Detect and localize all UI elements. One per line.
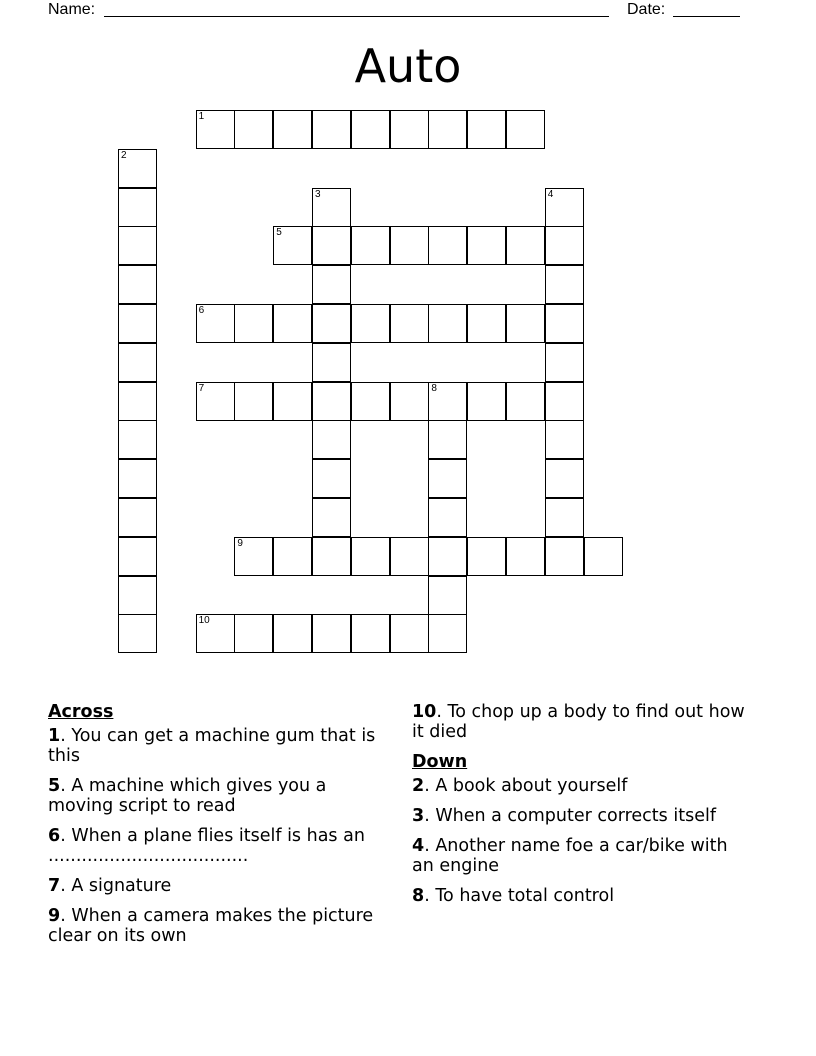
clue-number: 5 [48,776,61,796]
clues-left-column [48,702,383,956]
grid-cell[interactable] [351,537,390,576]
cell-number: 6 [198,305,205,316]
clue-number: 9 [48,906,61,926]
grid-cell[interactable] [390,304,429,343]
grid-cell[interactable] [196,304,235,343]
grid-cell[interactable] [234,110,273,149]
grid-cell[interactable] [428,614,467,653]
grid-cell[interactable] [312,614,351,653]
grid-cell[interactable] [118,265,157,304]
grid-cell[interactable] [273,382,312,421]
grid-cell[interactable] [312,498,351,537]
grid-cell[interactable] [351,382,390,421]
clue-text: A machine which gives you a moving script to read [48,776,327,816]
clue-text: A signature [71,876,172,896]
grid-cell[interactable] [118,537,157,576]
grid-cell[interactable] [273,110,312,149]
clue-number: 8 [412,886,425,906]
clue-number: 6 [48,826,61,846]
grid-cell[interactable] [506,226,545,265]
grid-cell[interactable] [545,226,584,265]
clue-number: 2 [412,776,425,796]
grid-cell[interactable] [545,304,584,343]
grid-cell[interactable] [428,537,467,576]
cell-number: 10 [198,615,210,627]
clue-text: A book about yourself [435,776,628,796]
cell-number: 2 [121,149,127,161]
grid-cell[interactable] [312,304,351,343]
down-clue: 3. When a computer corrects itself [412,806,716,826]
across-clue: 5. A machine which gives you a moving script to read [48,776,327,816]
grid-cell[interactable] [196,614,235,653]
cell-number: 7 [198,382,205,394]
grid-cell[interactable] [118,226,157,265]
grid-cell[interactable] [506,110,545,149]
grid-cell[interactable] [390,382,429,421]
grid-cell[interactable] [118,420,157,459]
clue-number: 4 [412,836,425,856]
grid-cell[interactable] [506,537,545,576]
grid-cell[interactable] [312,110,351,149]
grid-cell[interactable] [312,265,351,304]
cell-number: 8 [431,382,437,394]
grid-cell[interactable] [467,226,506,265]
grid-cell[interactable] [428,382,467,421]
grid-cell[interactable] [467,110,506,149]
across-clue: 6. When a plane flies itself is has an .................................... [48,826,365,866]
grid-cell[interactable] [118,343,157,382]
grid-cell[interactable] [428,459,467,498]
grid-cell[interactable] [428,304,467,343]
grid-cell[interactable] [428,576,467,615]
grid-cell[interactable] [545,420,584,459]
grid-cell[interactable] [545,343,584,382]
clue-text: When a camera makes the picture clear on its own [48,906,374,946]
grid-cell[interactable] [506,304,545,343]
clue-text: When a computer corrects itself [435,806,716,826]
grid-cell[interactable] [273,537,312,576]
puzzle-title: Auto [354,39,462,93]
grid-cell[interactable] [118,382,157,421]
grid-cell[interactable] [312,382,351,421]
grid-cell[interactable] [428,420,467,459]
grid-cell[interactable] [273,226,312,265]
cell-number: 9 [237,537,243,549]
grid-cell[interactable] [428,226,467,265]
cell-number: 3 [315,188,321,200]
grid-cell[interactable] [351,226,390,265]
grid-cell[interactable] [428,110,467,149]
grid-cell[interactable] [234,304,273,343]
across-heading: Across [48,702,114,722]
grid-cell[interactable] [545,498,584,537]
clue-text: To chop up a body to find out how it died [412,702,745,742]
grid-cell[interactable] [351,304,390,343]
clues-right-column [412,702,752,916]
cell-number: 5 [276,227,282,239]
grid-cell[interactable] [584,537,623,576]
grid-cell[interactable] [312,537,351,576]
grid-cell[interactable] [196,110,235,149]
clue-number: 1 [48,726,61,746]
grid-cell[interactable] [312,343,351,382]
grid-cell[interactable] [312,226,351,265]
cell-number: 1 [198,111,205,122]
across-clue: 9. When a camera makes the picture clear on its own [48,906,374,946]
across-clue: 1. You can get a machine gum that is this [48,726,376,766]
clue-number: 7 [48,876,61,896]
across-clue: 10. To chop up a body to find out how it died [412,702,745,742]
name-label: Name: [48,1,96,18]
clue-number: 3 [412,806,425,826]
grid-cell[interactable] [118,498,157,537]
down-clue: 2. A book about yourself [412,776,628,796]
clue-number: 10 [412,702,437,722]
grid-cell[interactable] [118,149,157,188]
down-clue: 4. Another name foe a car/bike with an engine [412,836,728,876]
clue-text: When a plane flies itself is has an .................................... [48,826,365,866]
grid-cell[interactable] [312,420,351,459]
grid-cell[interactable] [467,382,506,421]
grid-cell[interactable] [467,304,506,343]
grid-cell[interactable] [545,382,584,421]
grid-cell[interactable] [118,576,157,615]
grid-cell[interactable] [273,304,312,343]
grid-cell[interactable] [545,188,584,227]
grid-cell[interactable] [312,188,351,227]
grid-cell[interactable] [390,226,429,265]
down-clue: 8. To have total control [412,886,615,906]
grid-cell[interactable] [390,614,429,653]
grid-cell[interactable] [390,537,429,576]
grid-cell[interactable] [118,304,157,343]
across-clue: 7. A signature [48,876,172,896]
grid-cell[interactable] [351,614,390,653]
grid-cell[interactable] [273,614,312,653]
grid-cell[interactable] [467,537,506,576]
clue-text: You can get a machine gum that is this [48,726,376,766]
grid-cell[interactable] [545,265,584,304]
grid-cell[interactable] [312,459,351,498]
grid-cell[interactable] [234,537,273,576]
grid-cell[interactable] [545,459,584,498]
grid-cell[interactable] [118,459,157,498]
grid-cell[interactable] [390,110,429,149]
grid-cell[interactable] [118,614,157,653]
grid-cell[interactable] [234,382,273,421]
date-label: Date: [627,1,666,18]
cell-number: 4 [547,188,554,200]
grid-cell[interactable] [234,614,273,653]
grid-cell[interactable] [118,188,157,227]
clue-text: Another name foe a car/bike with an engine [412,836,728,876]
grid-cell[interactable] [428,498,467,537]
clue-text: To have total control [435,886,615,906]
grid-cell[interactable] [545,537,584,576]
grid-cell[interactable] [196,382,235,421]
grid-cell[interactable] [351,110,390,149]
grid-cell[interactable] [506,382,545,421]
down-heading: Down [412,752,468,772]
